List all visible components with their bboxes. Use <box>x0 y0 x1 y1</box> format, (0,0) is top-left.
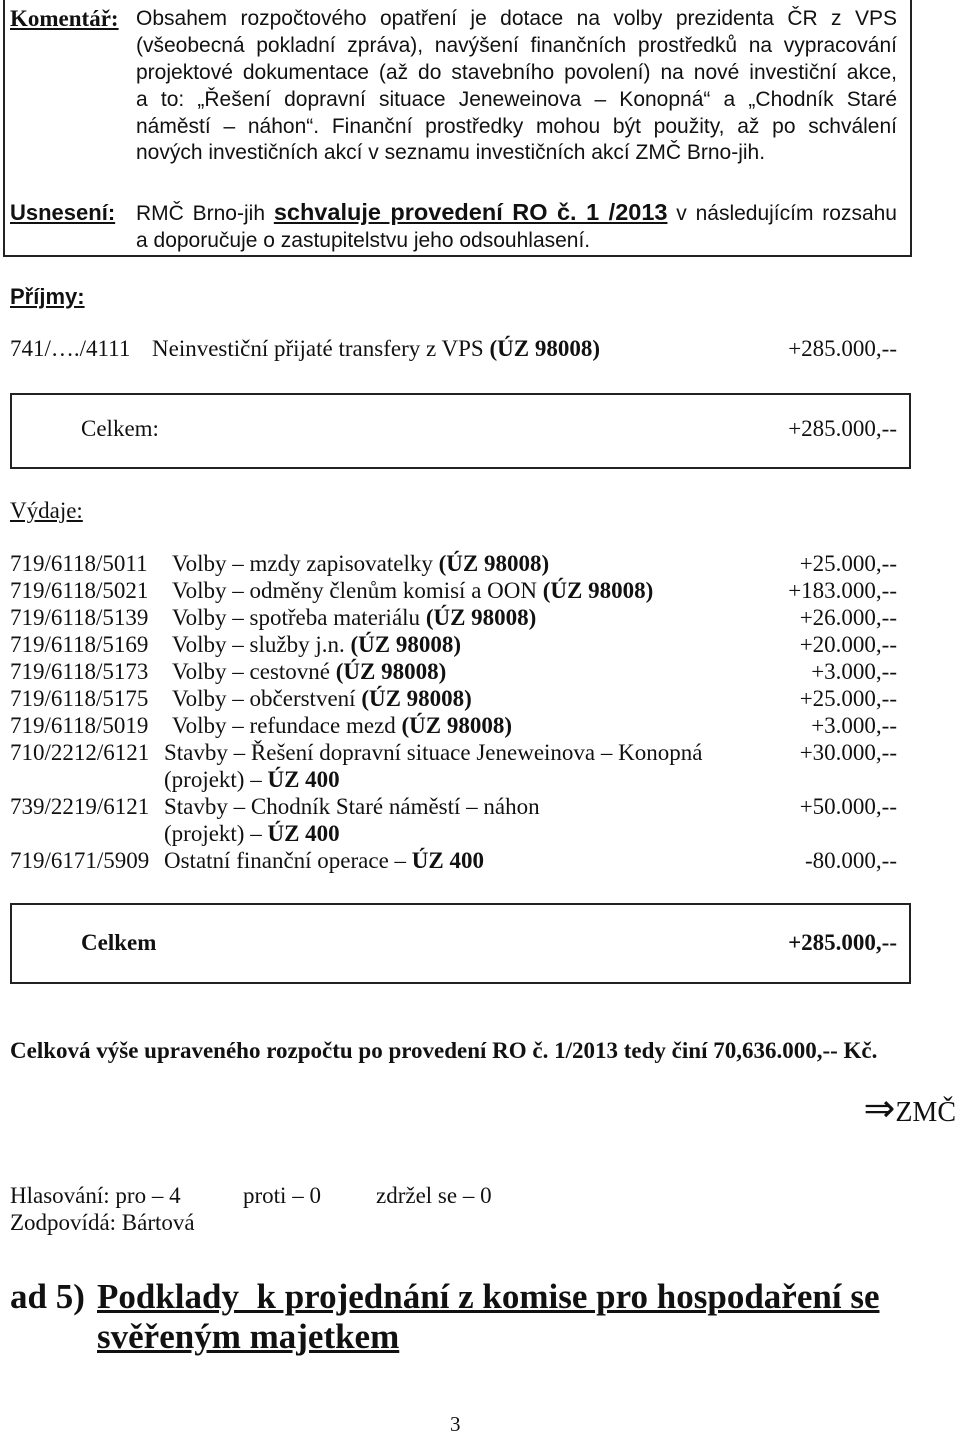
expense-row-description <box>172 631 461 658</box>
expense-row-amount: +30.000,-- <box>799 740 897 765</box>
expense-row-text: Volby – cestovné <box>172 659 336 684</box>
vote-for <box>10 1182 181 1209</box>
comment-line: (všeobecná pokladní zpráva), navýšení finančních prostředků na vypracování <box>136 34 897 57</box>
expense-row-code: 739/2219/6121 <box>10 794 150 819</box>
expense-row-continuation-text: (projekt) – <box>164 821 268 846</box>
vote-label: Hlasování: <box>10 1183 110 1208</box>
income-row-purpose-code: (ÚZ 98008) <box>489 336 600 361</box>
expense-row-description: Stavby – Chodník Staré náměstí – náhon <box>164 794 540 819</box>
expense-row-text: Volby – občerstvení <box>172 686 362 711</box>
expense-row-purpose-code: ÚZ 400 <box>267 821 340 846</box>
forward-note <box>863 1086 956 1130</box>
expense-row-code: 719/6118/5011 <box>10 551 148 576</box>
agenda-number: ad 5) <box>10 1277 85 1316</box>
expense-row-text: Volby – refundace mezd <box>172 713 402 738</box>
responsible-label: Zodpovídá: <box>10 1210 117 1235</box>
expense-row-purpose-code: (ÚZ 98008) <box>438 551 550 576</box>
expense-total-amount: +285.000,-- <box>788 930 897 955</box>
income-row-amount: +285.000,-- <box>788 336 897 361</box>
income-total-amount: +285.000,-- <box>788 416 897 441</box>
expense-row-purpose-code: (ÚZ 98008) <box>401 713 513 738</box>
responsible-person <box>10 1209 195 1236</box>
expense-row-purpose-code: (ÚZ 98008) <box>361 686 472 711</box>
expense-row-text: Ostatní finanční operace – <box>164 848 412 873</box>
expense-row-code: 719/6118/5139 <box>10 605 149 630</box>
expense-row-code: 719/6171/5909 <box>10 848 150 873</box>
income-label: Příjmy: <box>10 284 85 309</box>
resolution-emphasis: schvaluje provedení RO č. 1 /2013 <box>273 199 668 225</box>
income-row-text: Neinvestiční přijaté transfery z VPS <box>152 336 490 361</box>
forward-recipient: ZMČ <box>895 1097 956 1128</box>
expense-row-amount: +25.000,-- <box>799 686 897 711</box>
expense-row-continuation-text: (projekt) – <box>164 767 268 792</box>
expense-row-purpose-code: ÚZ 400 <box>411 848 484 873</box>
expense-row-continuation <box>164 820 340 847</box>
expense-row-amount: +25.000,-- <box>799 551 897 576</box>
expense-row-text: Volby – služby j.n. <box>172 632 351 657</box>
expense-row-code: 719/6118/5019 <box>10 713 149 738</box>
comment-line: a to: „Řešení dopravní situace Jeneweinova – Konopná“ a „Chodník Staré <box>136 88 897 111</box>
expenses-label: Výdaje: <box>10 498 83 523</box>
comment-line: nových investičních akcí v seznamu investičních akcí ZMČ Brno-jih. <box>136 141 766 164</box>
expense-row-purpose-code: (ÚZ 98008) <box>542 578 654 603</box>
expense-row-amount: +26.000,-- <box>799 605 897 630</box>
expense-row-code: 719/6118/5169 <box>10 632 149 657</box>
expense-row-description <box>172 604 536 631</box>
income-row-description <box>152 335 600 362</box>
expense-row-text: Volby – spotřeba materiálu <box>172 605 426 630</box>
expense-row-purpose-code: ÚZ 400 <box>267 767 340 792</box>
expense-row-purpose-code: (ÚZ 98008) <box>425 605 537 630</box>
expense-row-amount: +3.000,-- <box>811 713 897 738</box>
comment-line: náměstí – náhon“. Finanční prostředky mohou být použity, až po schválení <box>136 115 897 138</box>
responsible-name: Bártová <box>121 1210 195 1235</box>
resolution-label: Usnesení: <box>10 200 116 225</box>
comment-line: Obsahem rozpočtového opatření je dotace na volby prezidenta ČR z VPS <box>136 7 897 30</box>
comment-label: Komentář: <box>10 6 119 31</box>
expense-row-text: Volby – odměny členům komisí a OON <box>172 578 543 603</box>
expense-row-code: 719/6118/5175 <box>10 686 149 711</box>
budget-summary: Celková výše upraveného rozpočtu po provedení RO č. 1/2013 tedy činí 70,636.000,-- Kč. <box>10 1038 878 1063</box>
vote-abstain: zdržel se – 0 <box>376 1183 492 1208</box>
double-right-arrow-icon: ⇒ <box>863 1086 896 1130</box>
agenda-title-line-1: Podklady k projednání z komise pro hospodaření se <box>97 1277 880 1316</box>
comment-line: projektové dokumentace (až do stavebního povolení) na nové investiční akce, <box>136 61 897 84</box>
resolution-tail: v následujícím rozsahu <box>667 202 897 225</box>
expense-row-code: 719/6118/5173 <box>10 659 149 684</box>
vote-against: proti – 0 <box>243 1183 321 1208</box>
expense-row-amount: +20.000,-- <box>799 632 897 657</box>
expense-row-text: Volby – mzdy zapisovatelky <box>172 551 439 576</box>
expense-row-code: 719/6118/5021 <box>10 578 149 603</box>
expense-row-amount: +183.000,-- <box>788 578 897 603</box>
expense-row-amount: +50.000,-- <box>799 794 897 819</box>
income-total-label: Celkem: <box>81 416 159 441</box>
resolution-line <box>136 199 897 227</box>
expense-total-label: Celkem <box>81 930 157 955</box>
expense-row-continuation <box>164 766 340 793</box>
resolution-lead: RMČ Brno-jih <box>136 202 274 225</box>
expense-row-description <box>172 658 446 685</box>
page-number: 3 <box>450 1412 461 1436</box>
expense-row-description <box>172 712 512 739</box>
expense-row-code: 710/2212/6121 <box>10 740 150 765</box>
expense-row-description <box>172 550 549 577</box>
expense-row-amount: +3.000,-- <box>811 659 897 684</box>
expense-row-description <box>172 577 653 604</box>
expense-row-purpose-code: (ÚZ 98008) <box>335 659 447 684</box>
expense-row-purpose-code: (ÚZ 98008) <box>350 632 462 657</box>
expense-row-description: Stavby – Řešení dopravní situace Jeneweinova – Konopná <box>164 740 703 765</box>
vote-for-count: pro – 4 <box>115 1183 181 1208</box>
resolution-line-2: a doporučuje o zastupitelstvu jeho odsouhlasení. <box>136 229 591 252</box>
expense-row-description <box>172 685 472 712</box>
expense-row-description <box>164 847 484 874</box>
agenda-title-line-2: svěřeným majetkem <box>97 1317 400 1356</box>
income-row-code: 741/…./4111 <box>10 336 131 361</box>
expense-row-amount: -80.000,-- <box>805 848 897 873</box>
